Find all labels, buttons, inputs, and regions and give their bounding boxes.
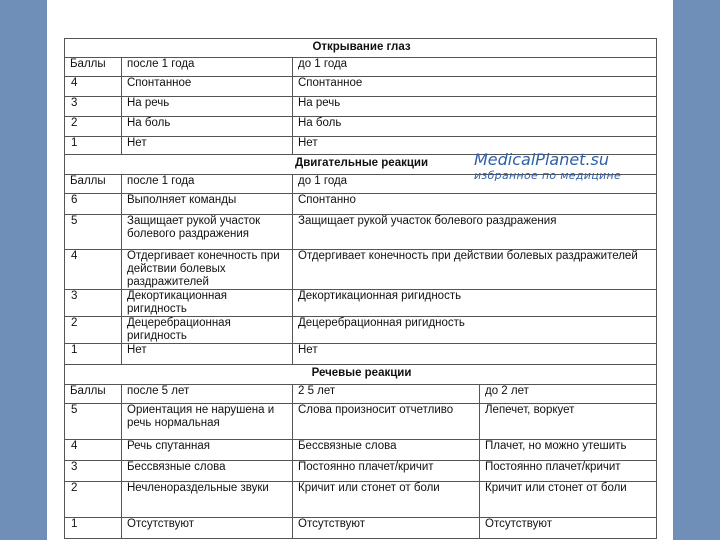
score-cell: 2 bbox=[65, 317, 122, 344]
score-cell: 5 bbox=[65, 404, 122, 440]
watermark-tagline: избранное по медицине bbox=[474, 169, 622, 182]
table-row bbox=[65, 344, 657, 365]
column-header-after-5y: после 5 лет bbox=[122, 385, 293, 404]
score-cell: 2 bbox=[65, 482, 122, 518]
response-cell: Постоянно плачет/кричит bbox=[293, 461, 480, 482]
table-row bbox=[65, 194, 657, 215]
response-cell: Нет bbox=[293, 344, 657, 365]
gcs-table-sheet bbox=[64, 38, 656, 535]
response-cell: Децеребрационная ригидность bbox=[122, 317, 293, 344]
response-cell: Спонтанное bbox=[293, 77, 657, 97]
response-cell: Спонтанное bbox=[122, 77, 293, 97]
table-row bbox=[65, 518, 657, 539]
response-cell: Бессвязные слова bbox=[293, 440, 480, 461]
response-cell: Декортикационная ригидность bbox=[122, 290, 293, 317]
gcs-table-body bbox=[64, 38, 657, 539]
table-row bbox=[65, 215, 657, 250]
column-header-after-1y: после 1 года bbox=[122, 58, 293, 77]
response-cell: Отсутствуют bbox=[293, 518, 480, 539]
section-heading-row bbox=[65, 39, 657, 58]
response-cell: Кричит или стонет от боли bbox=[293, 482, 480, 518]
response-cell: Нет bbox=[122, 344, 293, 365]
response-cell: Нет bbox=[293, 137, 657, 155]
score-cell: 5 bbox=[65, 215, 122, 250]
section-heading-row bbox=[65, 365, 657, 385]
score-cell: 6 bbox=[65, 194, 122, 215]
response-cell: Выполняет команды bbox=[122, 194, 293, 215]
score-cell: 4 bbox=[65, 440, 122, 461]
response-cell: Нечленораздельные звуки bbox=[122, 482, 293, 518]
score-cell: 1 bbox=[65, 137, 122, 155]
response-cell: Спонтанно bbox=[293, 194, 657, 215]
response-cell: Защищает рукой участок болевого раздражения bbox=[122, 215, 293, 250]
table-row bbox=[65, 404, 657, 440]
column-header-score: Баллы bbox=[65, 385, 122, 404]
response-cell: На речь bbox=[293, 97, 657, 117]
watermark-logo bbox=[474, 152, 621, 184]
column-header-before-2y: до 2 лет bbox=[480, 385, 657, 404]
column-header-before-1y: до 1 года bbox=[293, 58, 657, 77]
column-header-score: Баллы bbox=[65, 175, 122, 194]
response-cell: На речь bbox=[122, 97, 293, 117]
column-header-score: Баллы bbox=[65, 58, 122, 77]
response-cell: Лепечет, воркует bbox=[480, 404, 657, 440]
section-heading-motor: Двигательные реакции bbox=[65, 155, 657, 175]
column-header-before-1y: до 1 года bbox=[293, 175, 657, 194]
table-row bbox=[65, 461, 657, 482]
column-header-2-5y: 2 5 лет bbox=[293, 385, 480, 404]
response-cell: Отсутствуют bbox=[480, 518, 657, 539]
response-cell: На боль bbox=[122, 117, 293, 137]
score-cell: 3 bbox=[65, 290, 122, 317]
response-cell: Отдергивает конечность при действии болевых раздражителей bbox=[122, 250, 293, 290]
table-row bbox=[65, 77, 657, 97]
response-cell: Речь спутанная bbox=[122, 440, 293, 461]
section-heading-eyes: Открывание глаз bbox=[65, 39, 657, 58]
response-cell: Декортикационная ригидность bbox=[293, 290, 657, 317]
response-cell: Децеребрационная ригидность bbox=[293, 317, 657, 344]
section-heading-verbal: Речевые реакции bbox=[65, 365, 657, 385]
score-cell: 3 bbox=[65, 461, 122, 482]
column-header-after-1y: после 1 года bbox=[122, 175, 293, 194]
response-cell: Бессвязные слова bbox=[122, 461, 293, 482]
table-row bbox=[65, 250, 657, 290]
table-row bbox=[65, 317, 657, 344]
score-cell: 4 bbox=[65, 250, 122, 290]
table-header-row bbox=[65, 58, 657, 77]
response-cell: Защищает рукой участок болевого раздражения bbox=[293, 215, 657, 250]
table-row bbox=[65, 97, 657, 117]
table-row bbox=[65, 440, 657, 461]
response-cell: Отдергивает конечность при действии болевых раздражителей bbox=[293, 250, 657, 290]
response-cell: Постоянно плачет/кричит bbox=[480, 461, 657, 482]
table-header-row bbox=[65, 385, 657, 404]
response-cell: На боль bbox=[293, 117, 657, 137]
response-cell: Ориентация не нарушена и речь нормальная bbox=[122, 404, 293, 440]
response-cell: Плачет, но можно утешить bbox=[480, 440, 657, 461]
watermark-name: MedicalPlanet.su bbox=[474, 150, 610, 169]
table-row bbox=[65, 290, 657, 317]
score-cell: 3 bbox=[65, 97, 122, 117]
score-cell: 1 bbox=[65, 344, 122, 365]
response-cell: Отсутствуют bbox=[122, 518, 293, 539]
response-cell: Слова произносит отчетливо bbox=[293, 404, 480, 440]
response-cell: Кричит или стонет от боли bbox=[480, 482, 657, 518]
table-row bbox=[65, 117, 657, 137]
score-cell: 1 bbox=[65, 518, 122, 539]
score-cell: 4 bbox=[65, 77, 122, 97]
table-row bbox=[65, 482, 657, 518]
score-cell: 2 bbox=[65, 117, 122, 137]
response-cell: Нет bbox=[122, 137, 293, 155]
